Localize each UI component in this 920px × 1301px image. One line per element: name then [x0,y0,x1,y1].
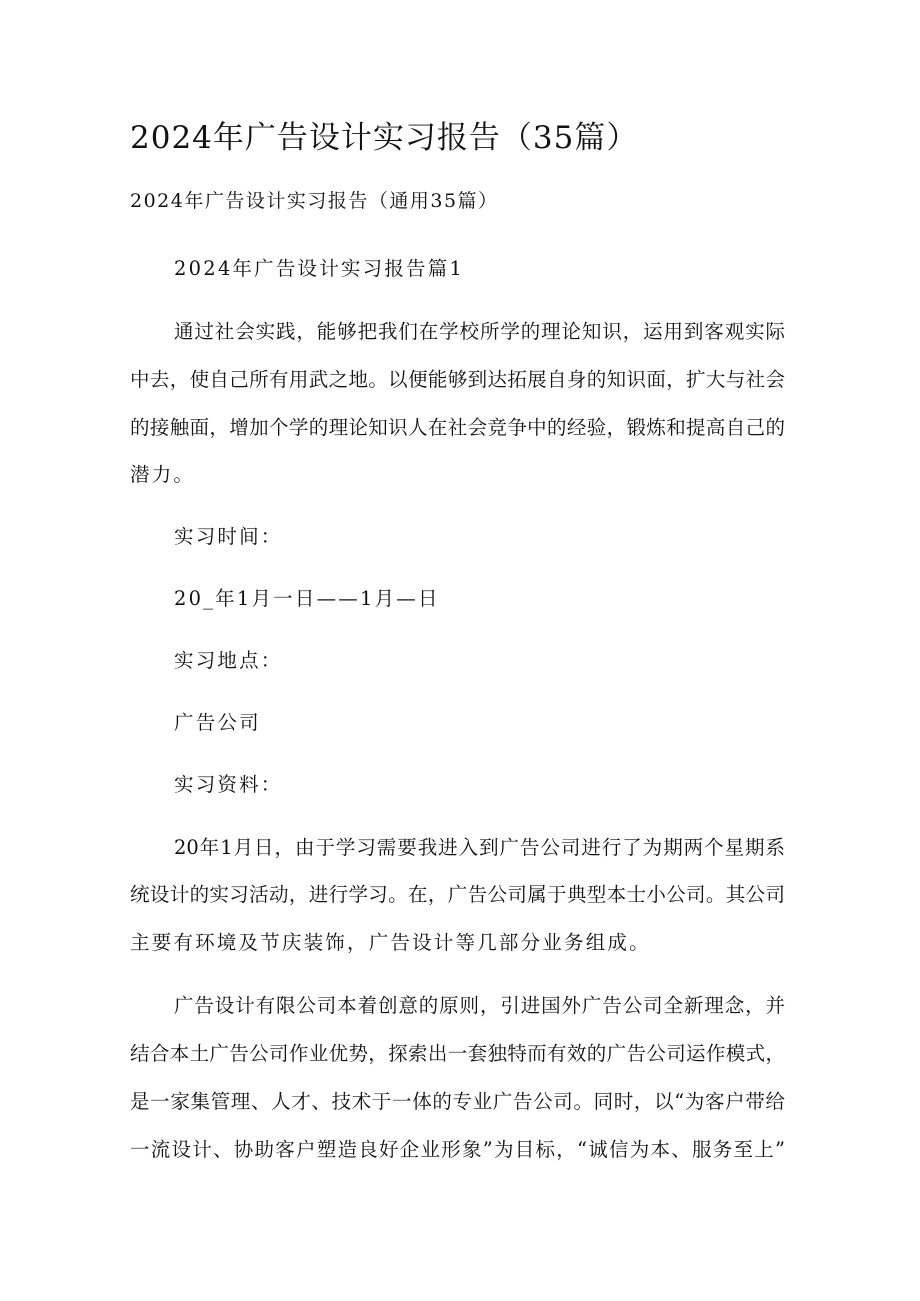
paragraph-3-line: 广告设计有限公司本着创意的原则，引进国外广告公司全新理念，并 [174,994,785,1017]
intro-paragraph-line: 通过社会实践，能够把我们在学校所学的理论知识，运用到客观实际 [174,320,785,343]
paragraph-3-line: 是一家集管理、人才、技术于一体的专业广告公司。同时，以“为客户带给 [130,1090,785,1113]
internship-time-label: 实习时间： [174,525,283,548]
intro-paragraph-line: 的接触面，增加个学的理论知识人在社会竞争中的经验，锻炼和提高自己的 [130,416,785,439]
intro-paragraph-line: 中去，使自己所有用武之地。以便能够到达拓展自身的知识面，扩大与社会 [130,368,785,391]
internship-time-value: 20_年1月一日——1月—日 [174,587,440,610]
paragraph-3-line: 结合本土广告公司作业优势，探索出一套独特而有效的广告公司运作模式， [130,1042,785,1065]
paragraph-3-line: 一流设计、协助客户塑造良好企业形象”为目标，“诚信为本、服务至上” [130,1138,785,1161]
paragraph-2-line: 统设计的实习活动，进行学习。在，广告公司属于典型本士小公司。其公司 [130,883,785,906]
paragraph-2-line: 主要有环境及节庆装饰，广告设计等几部分业务组成。 [130,931,651,954]
internship-material-label: 实习资料： [174,773,283,796]
document-subtitle: 2024年广告设计实习报告（通用35篇） [130,190,499,212]
internship-place-value: 广告公司 [174,711,261,734]
paragraph-2-line: 20年1月日，由于学习需要我进入到广告公司进行了为期两个星期系 [174,836,785,859]
intro-paragraph-line: 潜力。 [130,463,196,486]
document-title: 2024年广告设计实习报告（35篇） [130,120,639,156]
section-heading: 2024年广告设计实习报告篇1 [174,257,465,280]
internship-place-label: 实习地点： [174,649,283,672]
